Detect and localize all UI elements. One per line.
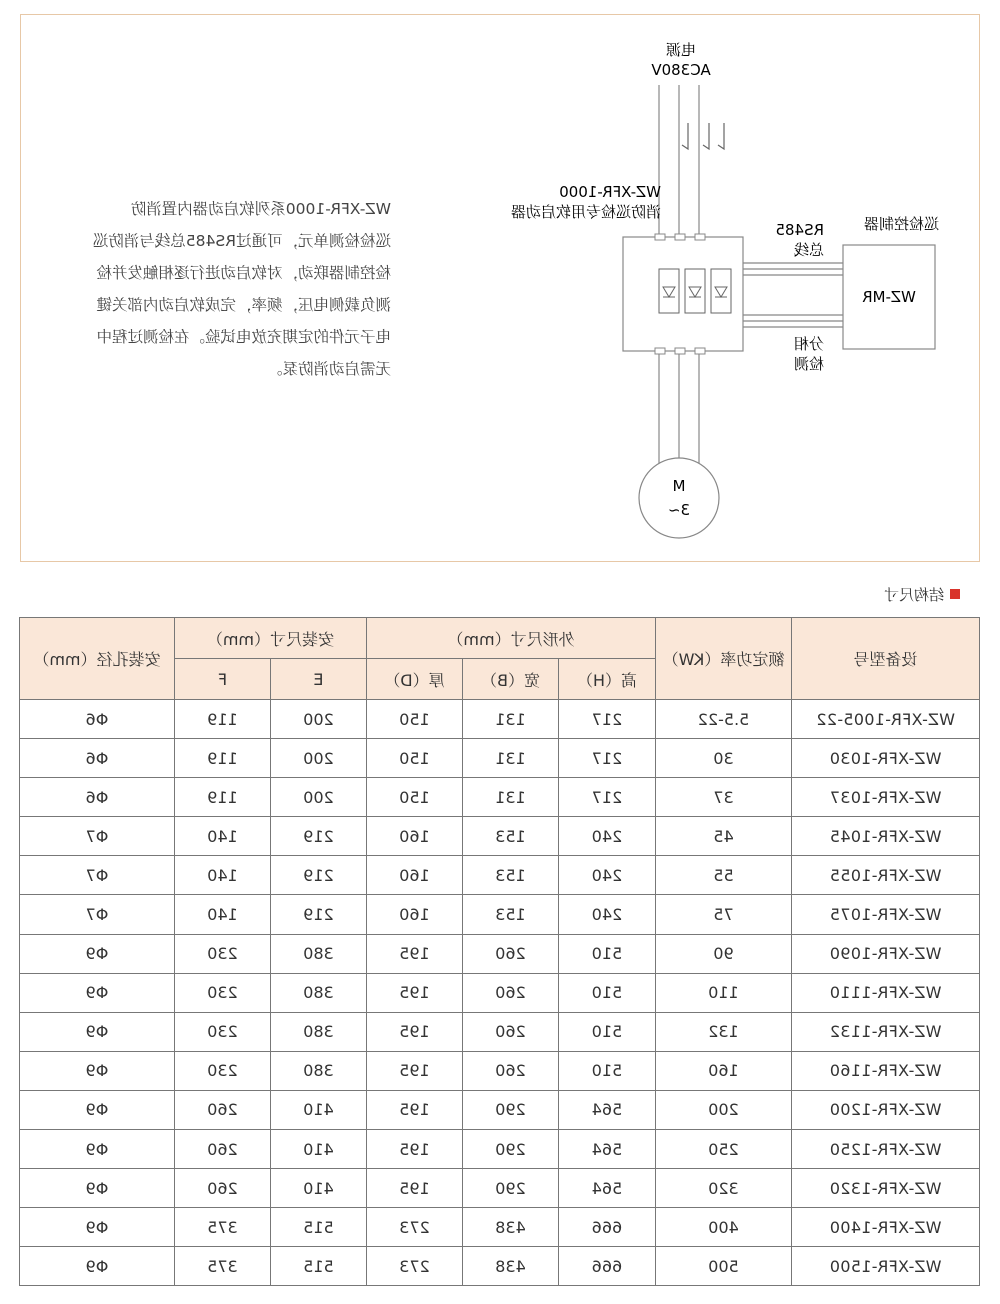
table-row bbox=[19, 1208, 979, 1247]
table-cell-d: 150 bbox=[366, 778, 462, 817]
table-cell-b: 260 bbox=[463, 1051, 559, 1090]
table-cell-power: 37 bbox=[656, 778, 792, 817]
table-cell-h: 666 bbox=[559, 1247, 656, 1286]
table-cell-f: 119 bbox=[174, 778, 270, 817]
table-cell-b: 131 bbox=[463, 739, 559, 778]
table-cell-h: 510 bbox=[559, 1012, 656, 1051]
table-cell-h: 510 bbox=[559, 934, 656, 973]
table-cell-h: 564 bbox=[559, 1169, 656, 1208]
table-cell-f: 140 bbox=[174, 856, 270, 895]
header-f: F bbox=[174, 659, 270, 700]
table-cell-b: 438 bbox=[463, 1247, 559, 1286]
bus-label-rs485: RS485 bbox=[775, 221, 824, 239]
table-cell-h: 217 bbox=[559, 739, 656, 778]
table-cell-hole: Φ9 bbox=[19, 1169, 174, 1208]
table-cell-power: 320 bbox=[656, 1169, 792, 1208]
table-cell-hole: Φ9 bbox=[19, 1247, 174, 1286]
table-cell-hole: Φ7 bbox=[19, 817, 174, 856]
table-cell-e: 200 bbox=[270, 700, 366, 739]
table-row bbox=[19, 739, 979, 778]
table-cell-d: 195 bbox=[366, 1090, 462, 1129]
table-cell-f: 260 bbox=[174, 1169, 270, 1208]
table-cell-model: WZ-XFR-1045 bbox=[792, 817, 980, 856]
header-power: 额定功率（KW） bbox=[656, 618, 792, 700]
table-cell-e: 219 bbox=[270, 817, 366, 856]
table-cell-h: 240 bbox=[559, 895, 656, 934]
table-cell-f: 260 bbox=[174, 1090, 270, 1129]
table-row bbox=[19, 778, 979, 817]
table-cell-d: 160 bbox=[366, 817, 462, 856]
starter-name: 消防巡检专用软启动器 bbox=[510, 203, 661, 221]
controller-model: WZ-MR bbox=[862, 288, 916, 306]
table-row bbox=[19, 817, 979, 856]
table-cell-e: 410 bbox=[270, 1130, 366, 1169]
table-cell-model: WZ-XFR-1055 bbox=[792, 856, 980, 895]
table-cell-h: 510 bbox=[559, 1051, 656, 1090]
table-row bbox=[19, 1169, 979, 1208]
table-cell-model: WZ-XFR-1200 bbox=[792, 1090, 980, 1129]
arrow-icon bbox=[682, 123, 724, 149]
table-cell-h: 217 bbox=[559, 700, 656, 739]
table-cell-model: WZ-XFR-1160 bbox=[792, 1051, 980, 1090]
table-cell-model: WZ-XFR-1037 bbox=[792, 778, 980, 817]
table-row bbox=[19, 700, 979, 739]
table-cell-hole: Φ9 bbox=[19, 1130, 174, 1169]
table-cell-power: 30 bbox=[656, 739, 792, 778]
table-cell-b: 260 bbox=[463, 934, 559, 973]
controller-label: 巡检控制器 bbox=[863, 215, 939, 233]
table-cell-f: 230 bbox=[174, 973, 270, 1012]
table-cell-d: 195 bbox=[366, 1051, 462, 1090]
bus-lines bbox=[743, 263, 843, 327]
thyristor-icon bbox=[659, 269, 731, 313]
table-cell-f: 119 bbox=[174, 700, 270, 739]
table-cell-e: 219 bbox=[270, 895, 366, 934]
bus-label-line: 总线 bbox=[793, 241, 824, 259]
table-cell-power: 132 bbox=[656, 1012, 792, 1051]
table-cell-power: 75 bbox=[656, 895, 792, 934]
table-cell-model: WZ-XFR-1075 bbox=[792, 895, 980, 934]
table-cell-e: 515 bbox=[270, 1247, 366, 1286]
description-line: 巡检检测单元，可通过RS485总线与消防巡 bbox=[92, 232, 391, 250]
table-cell-b: 290 bbox=[463, 1130, 559, 1169]
table-cell-b: 438 bbox=[463, 1208, 559, 1247]
motor-label: M bbox=[672, 477, 686, 495]
table-cell-h: 666 bbox=[559, 1208, 656, 1247]
table-cell-power: 500 bbox=[656, 1247, 792, 1286]
table-row bbox=[19, 1051, 979, 1090]
table-cell-e: 200 bbox=[270, 778, 366, 817]
section-title: 结构尺寸 bbox=[883, 585, 944, 604]
description-line: 电子元件的定期充放电试验。在检测过程中 bbox=[96, 328, 391, 346]
table-row bbox=[19, 1247, 979, 1286]
table-row bbox=[19, 1012, 979, 1051]
table-cell-hole: Φ7 bbox=[19, 856, 174, 895]
table-row bbox=[19, 1090, 979, 1129]
header-height: 高（H） bbox=[559, 659, 656, 700]
table-cell-b: 260 bbox=[463, 1012, 559, 1051]
table-cell-hole: Φ9 bbox=[19, 1012, 174, 1051]
motor-icon bbox=[639, 458, 719, 538]
table-cell-hole: Φ9 bbox=[19, 934, 174, 973]
table-cell-e: 380 bbox=[270, 973, 366, 1012]
header-e: E bbox=[270, 659, 366, 700]
table-cell-b: 131 bbox=[463, 700, 559, 739]
table-cell-e: 380 bbox=[270, 1051, 366, 1090]
table-cell-e: 410 bbox=[270, 1169, 366, 1208]
table-cell-power: 160 bbox=[656, 1051, 792, 1090]
table-cell-b: 260 bbox=[463, 973, 559, 1012]
table-cell-e: 200 bbox=[270, 739, 366, 778]
description-line: 测负载侧电压，频率，完成软启动内部关键 bbox=[96, 296, 391, 314]
motor-phase-label: 3~ bbox=[667, 501, 691, 519]
table-cell-f: 230 bbox=[174, 934, 270, 973]
wiring-diagram bbox=[19, 15, 979, 563]
header-hole: 安装孔径（mm） bbox=[19, 618, 174, 700]
header-width: 宽（B） bbox=[463, 659, 559, 700]
table-cell-h: 564 bbox=[559, 1090, 656, 1129]
table-cell-h: 240 bbox=[559, 856, 656, 895]
table-row bbox=[19, 934, 979, 973]
table-cell-model: WZ-XFR-1005-22 bbox=[792, 700, 980, 739]
diagram-panel bbox=[20, 14, 980, 562]
power-voltage: AC380V bbox=[651, 61, 711, 79]
table-cell-model: WZ-XFR-1320 bbox=[792, 1169, 980, 1208]
table-cell-hole: Φ9 bbox=[19, 1090, 174, 1129]
description-line: 无需启动消防泵。 bbox=[266, 360, 391, 378]
table-cell-e: 410 bbox=[270, 1090, 366, 1129]
table-cell-h: 564 bbox=[559, 1130, 656, 1169]
table-cell-hole: Φ6 bbox=[19, 700, 174, 739]
section-heading bbox=[884, 585, 960, 603]
table-cell-model: WZ-XFR-1090 bbox=[792, 934, 980, 973]
table-row bbox=[19, 1130, 979, 1169]
table-cell-b: 153 bbox=[463, 856, 559, 895]
table-cell-b: 153 bbox=[463, 817, 559, 856]
header-outer-size: 外形尺寸（mm） bbox=[366, 618, 655, 659]
table-cell-power: 200 bbox=[656, 1090, 792, 1129]
table-cell-f: 375 bbox=[174, 1208, 270, 1247]
table-cell-model: WZ-XFR-1400 bbox=[792, 1208, 980, 1247]
table-cell-h: 217 bbox=[559, 778, 656, 817]
table-cell-hole: Φ6 bbox=[19, 739, 174, 778]
table-cell-b: 153 bbox=[463, 895, 559, 934]
table-cell-d: 160 bbox=[366, 895, 462, 934]
table-cell-d: 160 bbox=[366, 856, 462, 895]
table-cell-f: 230 bbox=[174, 1012, 270, 1051]
table-cell-f: 140 bbox=[174, 817, 270, 856]
table-cell-d: 195 bbox=[366, 1169, 462, 1208]
table-cell-d: 150 bbox=[366, 739, 462, 778]
table-cell-hole: Φ9 bbox=[19, 1051, 174, 1090]
table-cell-d: 273 bbox=[366, 1247, 462, 1286]
table-cell-e: 380 bbox=[270, 934, 366, 973]
table-cell-hole: Φ6 bbox=[19, 778, 174, 817]
table-cell-power: 55 bbox=[656, 856, 792, 895]
table-cell-b: 290 bbox=[463, 1090, 559, 1129]
table-cell-power: 5.5-22 bbox=[656, 700, 792, 739]
table-cell-hole: Φ7 bbox=[19, 895, 174, 934]
table-cell-model: WZ-XFR-1250 bbox=[792, 1130, 980, 1169]
table-cell-power: 250 bbox=[656, 1130, 792, 1169]
table-cell-power: 400 bbox=[656, 1208, 792, 1247]
table-cell-h: 510 bbox=[559, 973, 656, 1012]
header-model: 设备型号 bbox=[792, 618, 980, 700]
table-cell-d: 273 bbox=[366, 1208, 462, 1247]
starter-model: WZ-XFR-1000 bbox=[559, 183, 661, 201]
table-cell-model: WZ-XFR-1500 bbox=[792, 1247, 980, 1286]
table-cell-model: WZ-XFR-1110 bbox=[792, 973, 980, 1012]
table-cell-f: 230 bbox=[174, 1051, 270, 1090]
table-cell-power: 90 bbox=[656, 934, 792, 973]
table-row bbox=[19, 895, 979, 934]
bullet-square-icon bbox=[950, 589, 960, 599]
table-cell-f: 140 bbox=[174, 895, 270, 934]
table-row bbox=[19, 856, 979, 895]
table-cell-f: 260 bbox=[174, 1130, 270, 1169]
table-cell-model: WZ-XFR-1132 bbox=[792, 1012, 980, 1051]
table-cell-d: 195 bbox=[366, 1012, 462, 1051]
table-cell-b: 131 bbox=[463, 778, 559, 817]
table-cell-model: WZ-XFR-1030 bbox=[792, 739, 980, 778]
table-cell-b: 290 bbox=[463, 1169, 559, 1208]
table-cell-power: 45 bbox=[656, 817, 792, 856]
table-cell-d: 150 bbox=[366, 700, 462, 739]
table-cell-d: 195 bbox=[366, 973, 462, 1012]
table-cell-f: 375 bbox=[174, 1247, 270, 1286]
spec-table-body bbox=[19, 700, 979, 1286]
description-line: 检控制器联动，对软启动进行逐相触发并检 bbox=[96, 264, 391, 282]
table-row bbox=[19, 973, 979, 1012]
header-install-size: 安装尺寸（mm） bbox=[174, 618, 366, 659]
table-cell-h: 240 bbox=[559, 817, 656, 856]
spec-table bbox=[19, 617, 980, 1286]
power-label: 电源 bbox=[665, 41, 697, 59]
header-depth: 厚（D） bbox=[366, 659, 462, 700]
phase-label-2: 检测 bbox=[793, 355, 824, 373]
table-cell-power: 110 bbox=[656, 973, 792, 1012]
table-cell-e: 515 bbox=[270, 1208, 366, 1247]
table-cell-e: 219 bbox=[270, 856, 366, 895]
table-cell-d: 195 bbox=[366, 1130, 462, 1169]
table-cell-f: 119 bbox=[174, 739, 270, 778]
phase-label: 分相 bbox=[793, 335, 824, 353]
table-cell-hole: Φ9 bbox=[19, 973, 174, 1012]
table-cell-d: 195 bbox=[366, 934, 462, 973]
description-line: WZ-XFR-1000系列软启动器内置消防 bbox=[130, 200, 391, 218]
table-cell-e: 380 bbox=[270, 1012, 366, 1051]
table-cell-hole: Φ9 bbox=[19, 1208, 174, 1247]
